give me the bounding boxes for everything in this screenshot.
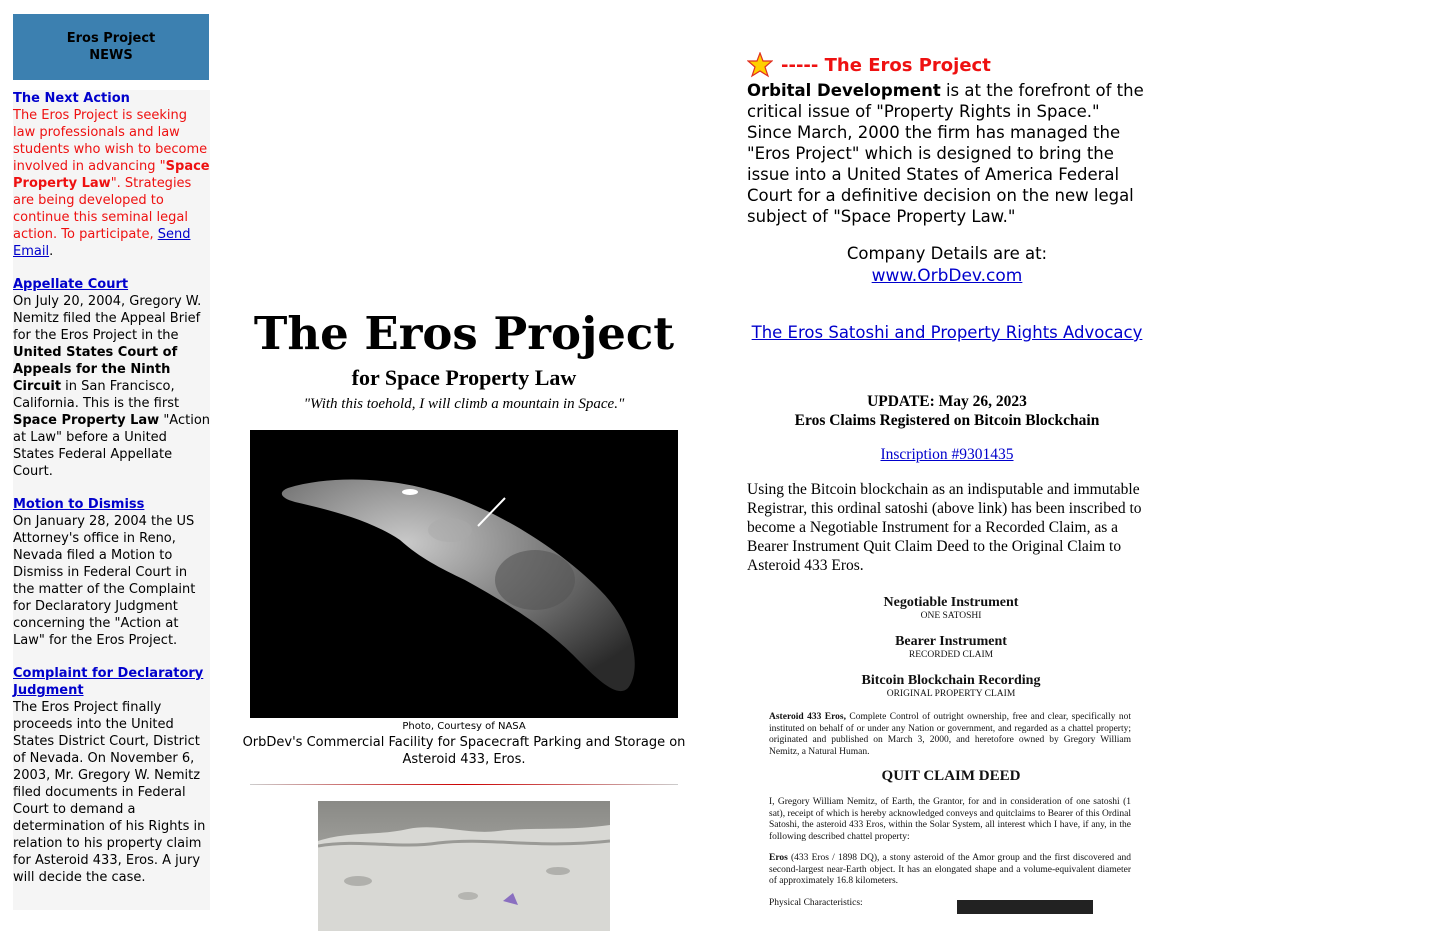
star-icon	[747, 52, 773, 78]
deed-grantor-paragraph: I, Gregory William Nemitz, of Earth, the Grantor, for and in consideration of one satoshi (1 sat), receipt of which is hereby acknowledged conveys and quitclaims to Bearer of this Ordinal Satoshi, the asteroid 433 Eros, within the Solar System, all interest which I have, if any, in the following described chattel property:	[769, 797, 1131, 842]
intro-text: is at the forefront of the critical issue of "Property Rights in Space." Since March, 2000 the firm has managed the "Eros Project" which is designed to bring the issue into a United States of America Federal Court for a definitive decision on the new legal subject of "Space Property Law."	[747, 81, 1144, 226]
deed-heading-bearer: Bearer Instrument	[895, 634, 1007, 649]
eros-project-heading-text: ----- The Eros Project	[781, 54, 991, 76]
inscription-link[interactable]: Inscription #9301435	[880, 446, 1014, 463]
appellate-text-part3: "Action at Law" before a United States Federal Appellate Court.	[13, 413, 211, 479]
deed-heading-bitcoin: Bitcoin Blockchain Recording	[861, 673, 1041, 688]
deed-eros-text: (433 Eros / 1898 DQ), a stony asteroid of the Amor group and the first discovered and second-largest near-Earth object. It has an elongated shape and a volume-equivalent diameter of approximately 16.8 kilometers.	[769, 853, 1131, 886]
motion-to-dismiss-link[interactable]: Motion to Dismiss	[13, 497, 145, 512]
news-next-action	[13, 90, 210, 260]
next-action-text	[13, 107, 210, 260]
news-appellate	[13, 276, 210, 480]
intro-bold: Orbital Development	[747, 81, 941, 100]
news-title-line2: NEWS	[89, 48, 133, 63]
update-heading	[747, 392, 1147, 430]
inscription-section	[747, 446, 1147, 464]
page-subtitle: for Space Property Law	[351, 365, 577, 390]
deed-sub-original-claim: ORIGINAL PROPERTY CLAIM	[886, 689, 1016, 699]
deed-thumbnail	[957, 900, 1093, 914]
photo-caption: OrbDev's Commercial Facility for Spacecraft Parking and Storage on Asteroid 433, Eros.	[242, 735, 686, 767]
news-motion	[13, 496, 210, 649]
update-subject: Eros Claims Registered on Bitcoin Blockchain	[794, 412, 1100, 429]
complaint-text: The Eros Project finally proceeds into the United States District Court, District of Nevada. On November 6, 2003, Mr. Gregory W. Nemitz filed documents in Federal Court to demand a determination of his Rights in relation to his property claim for Asteroid 433, Eros. A jury will decide the case.	[13, 700, 206, 885]
deed-eros-bold: Eros	[769, 853, 788, 863]
deed-asteroid-paragraph	[769, 712, 1131, 758]
complaint-link[interactable]: Complaint for Declaratory Judgment	[13, 666, 204, 698]
company-label: Company Details are at:	[846, 244, 1048, 263]
deed-sub-one-satoshi: ONE SATOSHI	[920, 611, 982, 621]
center-column	[225, 300, 703, 931]
send-email-link[interactable]: Send Email	[13, 227, 191, 259]
intro-paragraph	[747, 80, 1147, 227]
deed-asteroid-text: Complete Control of outright ownership, free and clear, specifically not instituted on behalf of or under any Nation or government, and regarded as a chattel property; originated and published on March 3, 2000, and heretofore owned by Gregory William Nemitz, a Natural Human.	[769, 712, 1132, 757]
news-title-line1: Eros Project	[66, 31, 156, 46]
deed-eros-paragraph	[769, 853, 1131, 888]
quit-claim-deed-image	[761, 595, 1141, 914]
next-action-end: .	[49, 244, 54, 259]
news-header-box	[13, 14, 209, 80]
deed-asteroid-bold: Asteroid 433 Eros,	[769, 712, 846, 722]
update-date: UPDATE: May 26, 2023	[867, 393, 1027, 410]
company-details	[747, 243, 1147, 287]
deed-sub-recorded-claim: RECORDED CLAIM	[908, 650, 994, 660]
appellate-text	[13, 293, 210, 480]
appellate-bold-law: Space Property Law	[13, 413, 160, 428]
right-column	[747, 52, 1147, 914]
next-action-text-part1: The Eros Project is seeking law professionals and law students who wish to become involved in advancing "	[13, 108, 208, 174]
eros-surface-image	[318, 801, 610, 931]
news-complaint	[13, 665, 210, 886]
next-action-bold: Space Property Law	[13, 159, 210, 191]
deed-heading-negotiable: Negotiable Instrument	[883, 595, 1019, 610]
eros-surface-photo	[318, 801, 610, 931]
next-action-title: The Next Action	[13, 91, 130, 106]
blockchain-paragraph: Using the Bitcoin blockchain as an indisputable and immutable Registrar, this ordinal satoshi (above link) has been inscribed to become a Negotiable Instrument for a Recorded Claim, as a Bearer Instrument Quit Claim Deed to the Original Claim to Asteroid 433 Eros.	[747, 481, 1142, 574]
news-sidebar	[13, 14, 210, 910]
news-body	[13, 90, 210, 910]
section-divider	[250, 784, 678, 785]
appellate-text-part2: in San Francisco, California. This is the first	[13, 379, 180, 411]
photo-credit: Photo, Courtesy of NASA	[402, 721, 526, 732]
page-title: The Eros Project	[253, 307, 675, 360]
appellate-text-part1: On July 20, 2004, Gregory W. Nemitz filed the Appeal Brief for the Eros Project in the	[13, 294, 202, 343]
appellate-court-link[interactable]: Appellate Court	[13, 277, 129, 292]
deed-quit-claim-title: QUIT CLAIM DEED	[881, 768, 1021, 784]
motion-text: On January 28, 2004 the US Attorney's office in Reno, Nevada filed a Motion to Dismiss in Federal Court in the matter of the Complaint for Declaratory Judgment concerning the "Action at Law" for the Eros Project.	[13, 514, 196, 648]
advocacy-link[interactable]: The Eros Satoshi and Property Rights Advocacy	[751, 323, 1143, 342]
eros-asteroid-photo	[250, 430, 678, 718]
deed-physical-label: Physical Characteristics:	[769, 897, 863, 908]
page-quote: "With this toehold, I will climb a mountain in Space."	[303, 396, 625, 412]
eros-project-heading	[747, 52, 1147, 78]
advocacy-section	[747, 323, 1147, 342]
eros-asteroid-image	[250, 430, 678, 718]
appellate-bold-court: United States Court of Appeals for the Ninth Circuit	[13, 345, 178, 394]
orbdev-link[interactable]: www.OrbDev.com	[871, 266, 1023, 286]
next-action-text-part2: ". Strategies are being developed to continue this seminal legal action. To participate,	[13, 176, 192, 242]
